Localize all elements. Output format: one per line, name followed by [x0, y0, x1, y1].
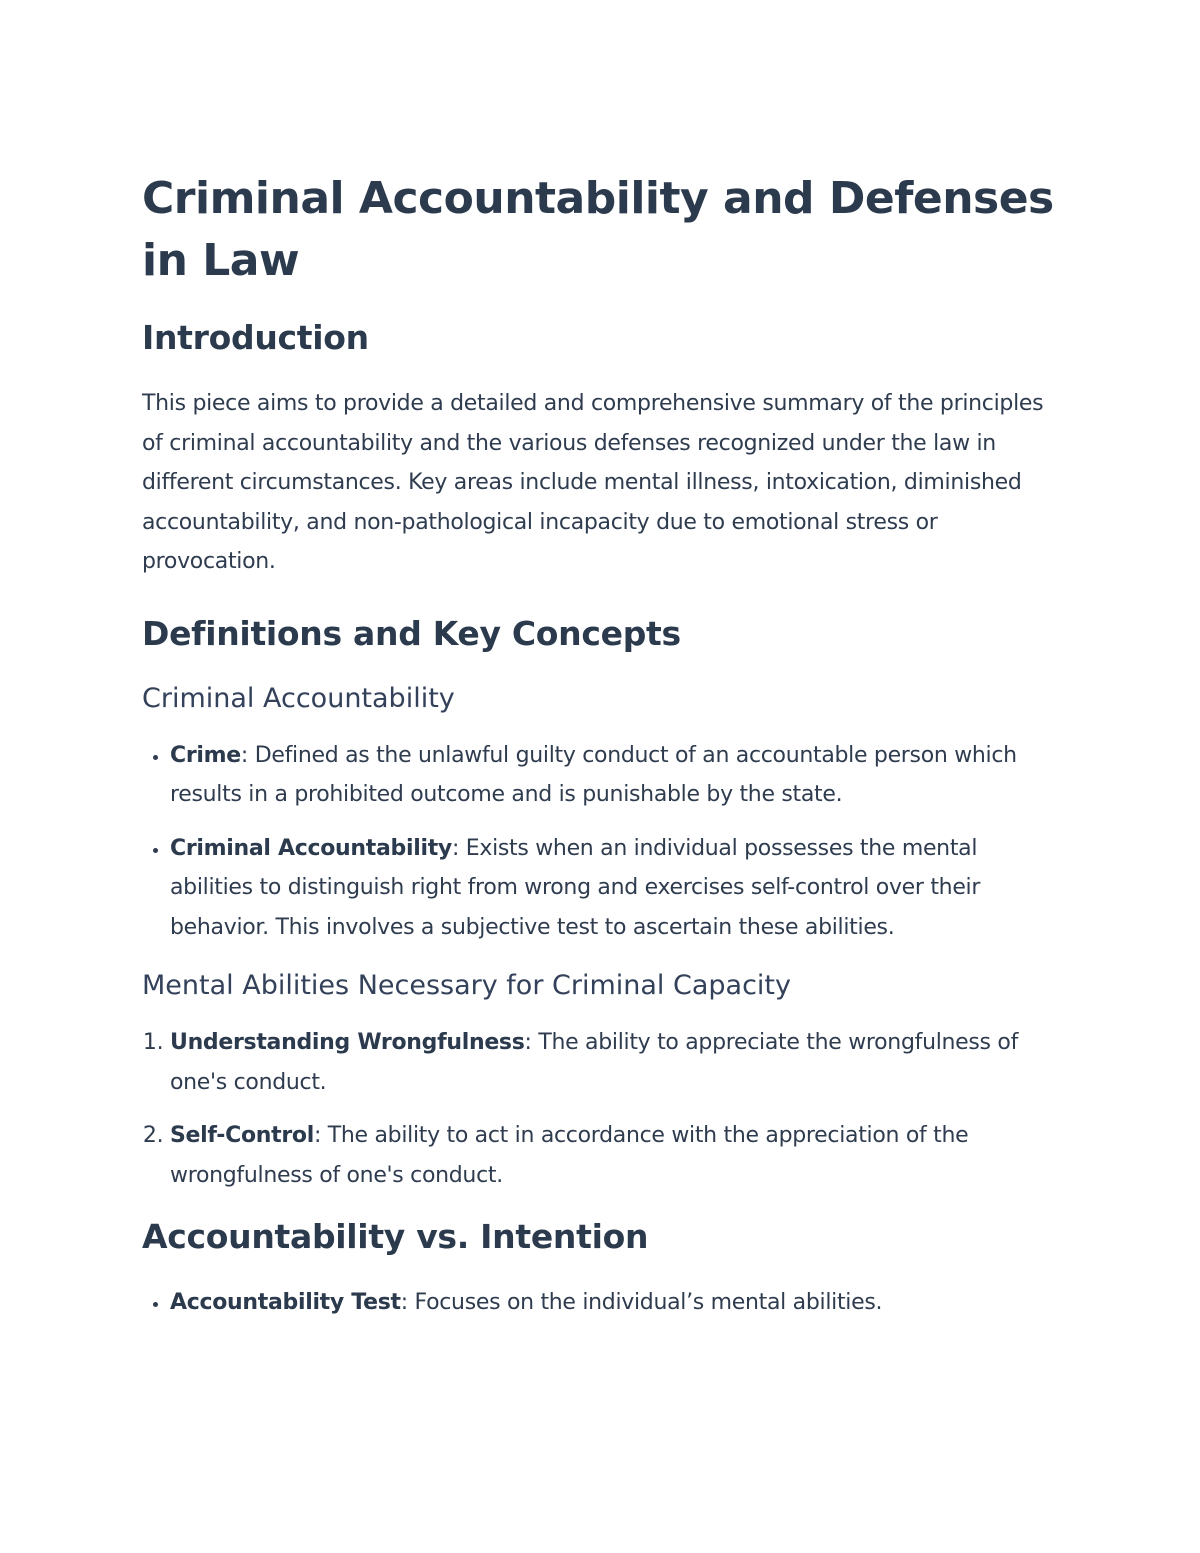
list-item [170, 736, 1062, 815]
heading-accountability-vs-intention: Accountability vs. Intention [142, 1217, 649, 1256]
list-item [170, 1116, 1062, 1195]
term-criminal-accountability: Criminal Accountability [170, 835, 452, 861]
definition-text: : The ability to act in accordance with the appreciation of the wrongfulness of one's conduct. [170, 1123, 969, 1188]
heading-definitions: Definitions and Key Concepts [142, 613, 681, 653]
document-page [142, 168, 1062, 1343]
section-definitions [142, 612, 1062, 1196]
introduction-paragraph: This piece aims to provide a detailed and comprehensive summary of the principles of criminal accountability and the various defenses recognized under the law in different circumstances. Key areas include mental illness, intoxication, diminished accountability, and non-pathological incapacity due to emotional stress or provocation. [142, 391, 1044, 574]
term-accountability-test: Accountability Test [170, 1290, 401, 1315]
accountability-vs-intention-list [142, 1283, 1062, 1323]
definition-text: : Exists when an individual possesses the mental abilities to distinguish right from wrong and exercises self-control over their behavior. This involves a subjective test to ascertain these abilities. [170, 835, 981, 940]
section-accountability-vs-intention [142, 1215, 1062, 1323]
mental-abilities-list [142, 1023, 1062, 1195]
term-self-control: Self-Control [170, 1123, 314, 1148]
subheading-mental-abilities: Mental Abilities Necessary for Criminal Capacity [142, 970, 792, 1001]
list-item [170, 829, 1062, 948]
definition-text: : Defined as the unlawful guilty conduct of an accountable person which results in a prohibited outcome and is punishable by the state. [170, 742, 1017, 807]
subheading-criminal-accountability: Criminal Accountability [142, 682, 455, 714]
definition-text: : The ability to appreciate the wrongfulness of one's conduct. [170, 1030, 1019, 1095]
document-title: Criminal Accountability and Defenses in Law [142, 173, 1054, 286]
criminal-accountability-list [142, 736, 1062, 948]
term-understanding-wrongfulness: Understanding Wrongfulness [170, 1030, 525, 1055]
heading-introduction: Introduction [142, 318, 369, 357]
list-item [170, 1283, 1062, 1323]
term-crime: Crime [170, 742, 241, 768]
section-introduction [142, 316, 1062, 582]
definition-text: : Focuses on the individual’s mental abilities. [400, 1290, 883, 1315]
list-item [170, 1023, 1062, 1102]
